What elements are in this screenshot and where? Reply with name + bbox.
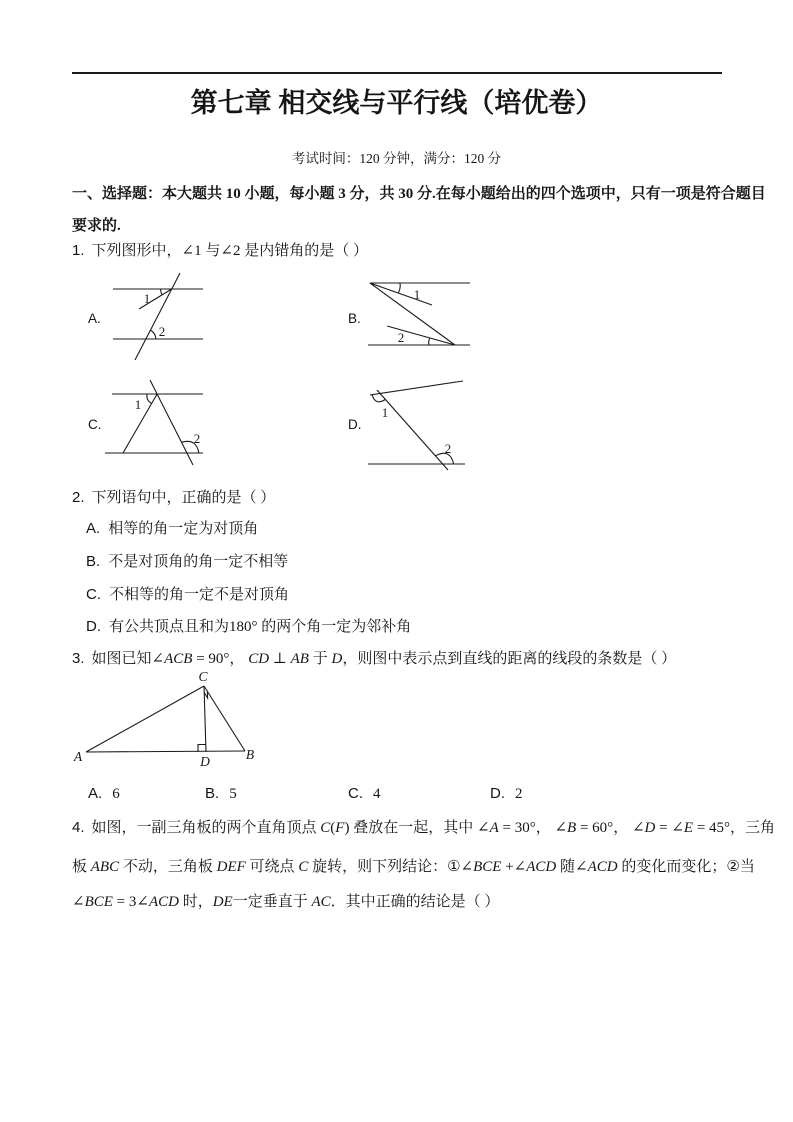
figure-3-triangle [70,664,270,769]
question-2-option-b: B. 不是对顶角的角一定不相等 [86,553,289,570]
q3-option-d-letter: D. [490,785,505,802]
q3-option-b-letter: B. [205,785,220,802]
fig1c-angle1-arc [147,394,152,404]
fig3-side-cb [204,686,245,751]
fig1a-angle2-arc [151,330,156,339]
fig1a-transversal-line [135,273,180,360]
question-2-option-d: D. 有公共顶点且和为180° 的两个角一定为邻补角 [86,618,412,635]
figure-1b [358,268,473,353]
fig1d-angle1-label: 1 [381,405,389,420]
fig1b-angle2-arc [429,338,430,345]
figure-1b-label: B. [348,311,361,326]
question-1-text: 1. 下列图形中，∠1 与∠2 是内错角的是（ ） [72,242,368,259]
figure-1c-label: C. [88,417,102,432]
q3-option-a-value: 6 [112,786,120,802]
question-4-line1: 4. 如图，一副三角板的两个直角顶点 C(F) 叠放在一起，其中 ∠A = 30°， ∠B = 60°， ∠D = ∠E = 45°，三角 [72,819,776,836]
q3-option-d-value: 2 [515,786,523,802]
fig3-vertex-a-label: A [73,749,83,764]
fig1b-angle1-arc [398,283,400,293]
question-2-text: 2. 下列语句中，正确的是（ ） [72,489,276,506]
fig1b-angle1-label: 1 [413,287,421,302]
figure-1a [105,263,215,365]
fig1c-angle1-label: 1 [134,397,142,412]
fig1c-transversal-line [150,380,193,465]
question-3-option-b [205,785,237,803]
fig1a-angle2-label: 2 [158,324,166,339]
fig1c-angle2-label: 2 [193,431,201,446]
question-2-option-c: C. 不相等的角一定不是对顶角 [86,586,290,603]
question-4-line2: 板 ABC 不动，三角板 DEF 可绕点 C 旋转，则下列结论：①∠BCE +∠ACD 随∠ACD 的变化而变化；②当 [72,857,755,875]
fig1d-top-line [370,381,463,395]
q3-option-a-letter: A. [88,785,103,802]
question-4-line3: ∠BCE = 3∠ACD 时，DE一定垂直于 AC．其中正确的结论是（ ） [72,894,500,910]
section-heading-line1: 一、选择题：本大题共 10 小题，每小题 3 分，共 30 分.在每小题给出的四个选项中，只有一项是符合题目 [72,186,766,202]
q3-option-c-value: 4 [373,786,381,802]
fig1a-angle1-arc [161,289,163,295]
question-3-option-c [348,785,381,803]
fig1b-angle1-ray [370,283,432,305]
fig1b-diagonal-line [370,283,455,345]
fig1d-angle2-label: 2 [444,441,452,456]
header-rule [72,72,722,74]
fig1a-angle1-label: 1 [143,291,151,306]
section-heading-line2: 要求的. [72,218,121,234]
page-title: 第七章 相交线与平行线（培优卷） [190,88,603,118]
fig1d-transversal-line [377,390,448,470]
question-2-option-a: A. 相等的角一定为对顶角 [86,520,259,537]
fig3-vertex-d-label: D [200,754,210,769]
fig1d-angle1-arc [372,395,385,402]
fig3-side-ac [86,686,204,752]
fig3-vertex-c-label: C [198,669,208,684]
figure-1d-label: D. [348,417,362,432]
question-3-text: 3. 如图已知∠ACB = 90°， CD ⊥ AB 于 D，则图中表示点到直线的距离的线段的条数是（ ） [72,650,677,667]
exam-info: 考试时间：120 分钟，满分：120 分 [291,151,502,166]
fig3-side-ab [86,751,245,752]
figure-1a-label: A. [88,311,101,326]
figure-1c [100,375,215,475]
q3-option-b-value: 5 [229,786,237,802]
figure-1d [360,378,475,473]
question-3-option-a [88,785,120,803]
fig3-vertex-b-label: B [245,747,255,762]
question-3-option-d [490,785,523,803]
fig1b-angle2-label: 2 [397,330,405,345]
q3-option-c-letter: C. [348,785,363,802]
